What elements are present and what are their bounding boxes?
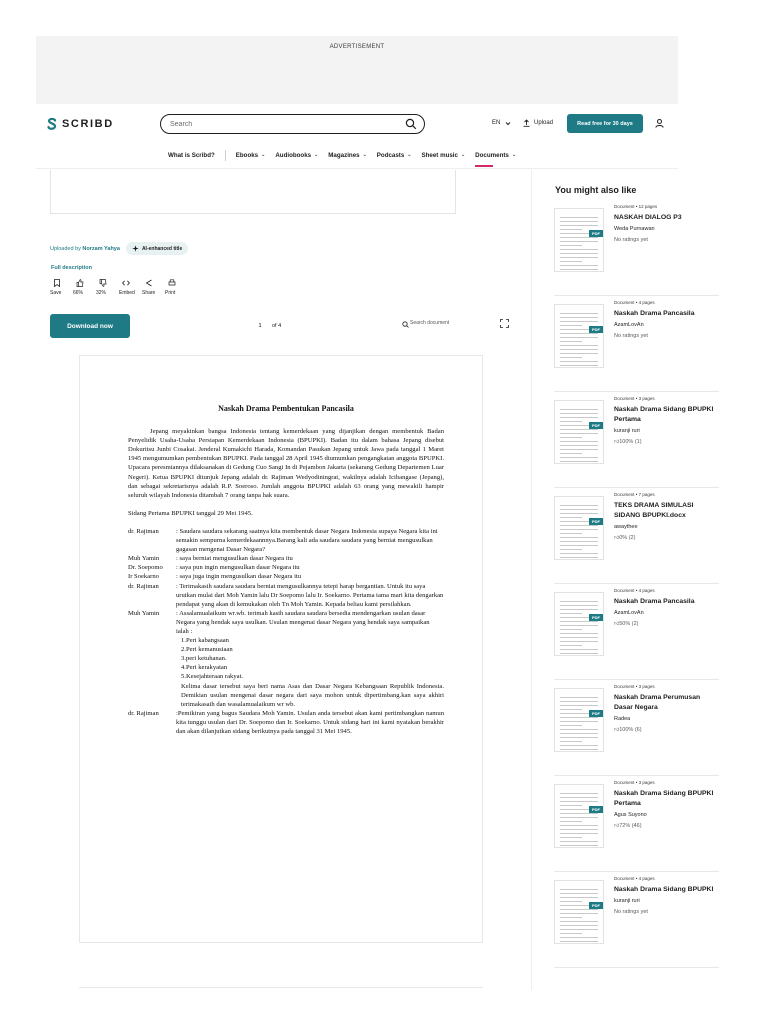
document-page: [79, 355, 483, 943]
thumbnail-text-line: [560, 629, 582, 630]
list-item: 5.Kesejahteraan rakyat.: [181, 673, 244, 681]
thumbnail-text-line: [560, 529, 598, 530]
thumbs-down-button[interactable]: [96, 279, 119, 296]
thumbnail-text-line: [560, 253, 598, 254]
thumbnail-text-line: [560, 345, 598, 346]
thumbnail-text-line: [560, 725, 582, 726]
thumbnail-text-line: [560, 221, 598, 222]
thumbnail-text-line: [560, 837, 582, 838]
document-title-block: [614, 501, 718, 543]
list-item: 1.Peri kabangsaan: [181, 637, 229, 645]
document-rating: [614, 235, 718, 245]
dialogue-text: : Saudara saudara sekarang saatnya kita membentuk dasar Negara Indonesia supaya Negara kita ini semakin sempurna kemerdekaannnya.Barang kali ada saudara saudara yang berniat mengusulkan gagasan mengenai Dasar Negara?: [176, 527, 438, 554]
document-meta: Document • 7 pages: [614, 492, 655, 497]
thumbnail-text-line: [560, 697, 598, 698]
thumbnail-text-line: [560, 825, 598, 826]
thumbnail-text-line: [560, 237, 598, 238]
thumbnail-text-line: [560, 453, 582, 454]
thumbs-up-icon: 👍︎: [614, 535, 620, 541]
document-content: [128, 404, 444, 736]
thumbnail-text-line: [560, 417, 598, 418]
dialogue-text: [176, 609, 444, 709]
dialogue-text: : saya pun ingin mengusulkan dasar Negara itu: [176, 564, 300, 572]
action-label: Share: [142, 290, 156, 296]
thumbnail-text-line: [560, 901, 582, 902]
thumbnail-text-line: [560, 745, 598, 746]
thumbnail-text-line: [560, 801, 598, 802]
nav-magazines[interactable]: [328, 152, 367, 159]
thumbnail-text-line: [560, 449, 598, 450]
thumbs-up-button[interactable]: [73, 279, 96, 296]
advertisement-label: ADVERTISEMENT: [329, 44, 385, 50]
document-rating: [614, 907, 718, 917]
dialogue-line: [128, 554, 444, 563]
document-title-block: [614, 213, 718, 245]
thumbnail-text-line: [560, 909, 598, 910]
main-nav: [168, 148, 526, 162]
language-label: EN: [492, 120, 501, 126]
thumbnail-text-line: [560, 317, 598, 318]
nav-label: Audiobooks: [275, 151, 312, 159]
thumbnail-text-line: [560, 269, 598, 270]
dialogue-line: [128, 609, 444, 709]
pdf-badge: PDF: [589, 422, 603, 429]
nav-label: Documents: [475, 151, 509, 159]
thumbnail-text-line: [560, 625, 598, 626]
logo-text: SCRIBD: [62, 118, 114, 130]
thumbnail-text-line: [560, 241, 598, 242]
thumbnail-text-line: [560, 637, 598, 638]
thumbnail-text-line: [560, 609, 598, 610]
thumbnail-text-line: [560, 893, 598, 894]
thumbnail-text-line: [560, 557, 598, 558]
code-icon: [122, 279, 130, 287]
thumbnail-text-line: [560, 509, 598, 510]
recommendation-card[interactable]: [554, 298, 719, 392]
dialogue-text-body: : Assalamualaikum wr.wb. terimah kasih saudara saudara bersedia mendengarkan usulan dasar Negara yang hendak saya usulkan. Usulan mengenai dasar Negara yang hendak saya sampaikan ialah :: [176, 609, 430, 635]
rating-value: No ratings yet: [614, 237, 648, 243]
document-search-input[interactable]: [410, 320, 490, 326]
sidebar-title: You might also like: [555, 185, 637, 195]
speaker: Ir Soekarno: [128, 573, 159, 581]
document-author[interactable]: kuranji ruri: [614, 428, 640, 434]
recommendation-card[interactable]: [554, 394, 719, 488]
rating-value: 100% (6): [619, 727, 642, 733]
thumbs-up-icon: 👍︎: [614, 621, 620, 627]
thumbnail-text-line: [560, 265, 598, 266]
thumbnail-text-line: [560, 749, 598, 750]
upload-link[interactable]: [523, 119, 553, 127]
thumbnail-text-line: [560, 841, 598, 842]
nav-podcasts[interactable]: [377, 152, 412, 159]
thumbs-up-icon: 👍︎: [614, 439, 620, 445]
page-total: of 4: [272, 323, 282, 329]
rating-value: 0% (2): [619, 535, 636, 541]
dialogue-line: [128, 563, 444, 572]
thumbnail-text-line: [560, 461, 598, 462]
nav-divider-line: [36, 168, 678, 169]
thumbnail-text-line: [560, 709, 582, 710]
page-navigator: [253, 321, 281, 331]
list-item: 2.Peri kemanusiaan: [181, 646, 233, 654]
document-title-block: [614, 597, 718, 629]
save-button[interactable]: [50, 279, 73, 296]
thumbnail-text-line: [560, 353, 598, 354]
nav-label: Ebooks: [235, 151, 259, 159]
page-number-input[interactable]: [253, 321, 267, 331]
document-rating: [614, 821, 718, 831]
thumbnail-text-line: [560, 845, 598, 846]
document-search[interactable]: [402, 319, 494, 331]
thumbnail-text-line: [560, 229, 582, 230]
print-icon: [168, 279, 176, 287]
pdf-badge: PDF: [589, 230, 603, 237]
user-icon[interactable]: [654, 118, 665, 129]
thumbnail-text-line: [560, 641, 598, 642]
recommendation-title[interactable]: NASKAH DIALOG P3: [614, 214, 682, 221]
thumbnail-text-line: [560, 525, 598, 526]
nav-label: Podcasts: [376, 151, 405, 159]
recommendation-card[interactable]: [554, 202, 719, 296]
document-thumbnail: [554, 304, 604, 368]
upload-label: Upload: [534, 120, 554, 126]
nav-what-is-scribd[interactable]: [168, 152, 215, 159]
document-title-block: [614, 789, 718, 831]
document-title: Naskah Drama Pembentukan Pancasila: [218, 404, 354, 413]
print-button[interactable]: [165, 279, 188, 296]
thumbnail-text-line: [560, 921, 598, 922]
document-rating: [614, 725, 718, 735]
document-meta: Document • 12 pages: [614, 204, 658, 209]
thumbnail-text-line: [560, 313, 598, 314]
document-meta: Document • 4 pages: [614, 588, 655, 593]
thumbnail-text-line: [560, 737, 598, 738]
document-author[interactable]: kuranji ruri: [614, 898, 640, 904]
pdf-badge: PDF: [589, 518, 603, 525]
thumbnail-text-line: [560, 813, 598, 814]
share-button[interactable]: [142, 279, 165, 296]
thumbs-up-icon: 👍︎: [614, 823, 620, 829]
pdf-badge: PDF: [589, 326, 603, 333]
download-now-button[interactable]: Download now: [50, 314, 130, 338]
document-title-block: [614, 405, 718, 447]
share-icon: [145, 279, 153, 287]
thumbnail-text-line: [560, 925, 598, 926]
document-thumbnail: [554, 208, 604, 272]
thumbnail-text-line: [560, 793, 598, 794]
thumbnail-text-line: [560, 645, 582, 646]
dialogue-line: [128, 582, 444, 609]
thumbnail-text-line: [560, 553, 598, 554]
bookmark-icon: [53, 279, 61, 287]
document-thumbnail: [554, 688, 604, 752]
nav-label: Sheet music: [421, 151, 458, 159]
thumbnail-text-line: [560, 225, 598, 226]
action-label: Print: [165, 290, 176, 296]
thumbnail-text-line: [560, 533, 582, 534]
document-description-box: [50, 170, 456, 214]
document-meta: Document • 3 pages: [614, 396, 655, 401]
document-meta: Document • 3 pages: [614, 780, 655, 785]
thumbnail-text-line: [560, 541, 598, 542]
thumbnail-text-line: [560, 437, 582, 438]
fullscreen-icon[interactable]: [500, 319, 509, 328]
dialogue-line: [128, 527, 444, 554]
thumbnail-text-line: [560, 941, 598, 942]
action-label: Save: [50, 290, 62, 296]
thumbnail-text-line: [560, 889, 598, 890]
nav-audiobooks[interactable]: [275, 152, 318, 159]
read-free-button[interactable]: Read free for 30 days: [567, 114, 643, 133]
page-bottom-divider: [79, 987, 483, 988]
thumbnail-text-line: [560, 601, 598, 602]
dialogue-line: [128, 572, 444, 581]
thumbnail-text-line: [560, 517, 582, 518]
chevron-down-icon: ⌄: [314, 152, 319, 158]
dialogue-text: : Terimakasih saudara saudara berniat mengusulkannya tetepi harap bergantian. Untuk itu saya urutkan mulai dari Moh Yamin lalu Dr Soepomo lalu Ir. Soekarno. Pertama tama mari kita dengarkan pendapat yang akan di kemukakan oleh Tn Moh Yamin. Kepada beliau kami persilahkan.: [176, 582, 444, 608]
recommendation-card[interactable]: [554, 586, 719, 680]
uploaded-by-label: Uploaded by: [50, 245, 81, 252]
speaker: Muh Yamin: [128, 555, 160, 563]
thumbnail-text-line: [560, 321, 598, 322]
recommendation-title[interactable]: Naskah Drama Perumusan Dasar Negara: [614, 694, 701, 711]
speaker: dr. Rajiman: [128, 527, 159, 535]
thumbnail-text-line: [560, 429, 598, 430]
thumbnail-text-line: [560, 653, 598, 654]
action-label: 32%: [96, 290, 107, 296]
thumbnail-text-line: [560, 633, 598, 634]
thumbnail-text-line: [560, 505, 598, 506]
dialogue-text: : saya berniat mengusulkan dasar Negara itu: [176, 555, 293, 563]
recommendation-card[interactable]: [554, 778, 719, 872]
ai-enhanced-chip[interactable]: [126, 242, 188, 255]
document-thumbnail: [554, 496, 604, 560]
thumbnail-text-line: [560, 349, 598, 350]
recommendation-title[interactable]: Naskah Drama Sidang BPUPKI Pertama: [614, 790, 714, 807]
thumbnail-text-line: [560, 705, 598, 706]
thumbnail-text-line: [560, 333, 598, 334]
document-rating: [614, 619, 718, 629]
thumbnail-text-line: [560, 621, 598, 622]
nav-label: What is Scribd?: [168, 151, 215, 159]
search-icon[interactable]: [405, 118, 417, 130]
chevron-down-icon: ⌄: [362, 152, 367, 158]
document-title-block: [614, 885, 718, 917]
advertisement-area: [36, 36, 678, 104]
thumbnail-text-line: [560, 217, 598, 218]
thumbnail-text-line: [560, 549, 582, 550]
document-thumbnail: [554, 880, 604, 944]
pdf-badge: PDF: [589, 902, 603, 909]
thumbnail-text-line: [560, 245, 582, 246]
thumbnail-text-line: [560, 733, 598, 734]
document-actions: [50, 279, 188, 296]
thumbs-up-icon: 👍︎: [614, 727, 620, 733]
thumbnail-text-line: [560, 605, 598, 606]
rating-value: 100% (1): [619, 439, 642, 445]
document-thumbnail: [554, 400, 604, 464]
document-rating: [614, 437, 718, 447]
dialogue-text: :Pemikiran yang bagus Saudara Moh Yamin. Usulan anda tersebut akan kami pertimbangkan namun kita tunggu usulan dari Dr. Soepomo dan Ir. Soekarno. Untuk sidang hari ini kami nyatakan berakhir dan akan dilanjutkan sidang berikutnya pada tanggal 31 Mei 1945.: [176, 709, 444, 735]
chevron-down-icon: ⌄: [407, 152, 412, 158]
nav-divider: [225, 150, 226, 161]
thumbnail-text-line: [560, 445, 598, 446]
recommendation-title[interactable]: Naskah Drama Pancasila: [614, 310, 695, 317]
speaker: dr. Rajiman: [128, 709, 159, 717]
list-item: 3.peri ketuhanan.: [181, 655, 227, 663]
thumbnail-text-line: [560, 721, 598, 722]
thumbnail-text-line: [560, 365, 598, 366]
uploader-name-link[interactable]: Norzam Yahya: [82, 245, 120, 252]
recommendation-title[interactable]: Naskah Drama Pancasila: [614, 598, 695, 605]
thumbnail-text-line: [560, 341, 582, 342]
dialogue-line: [128, 709, 444, 736]
thumbs-up-icon: [76, 279, 84, 287]
thumbnail-text-line: [560, 513, 598, 514]
nav-ebooks[interactable]: [236, 152, 266, 159]
thumbnail-text-line: [560, 933, 582, 934]
scribd-logo-icon: [46, 117, 58, 131]
thumbnail-text-line: [560, 897, 598, 898]
site-search[interactable]: [160, 114, 425, 134]
thumbnail-text-line: [560, 797, 598, 798]
thumbnail-text-line: [560, 729, 598, 730]
sparkle-icon: [132, 245, 139, 252]
rating-value: 50% (2): [619, 621, 639, 627]
dialogue-text: : saya juga ingin mengusulkan dasar Negara itu: [176, 573, 302, 581]
recommendation-title[interactable]: Naskah Drama Sidang BPUPKI: [614, 886, 714, 893]
document-author[interactable]: Radea: [614, 716, 631, 722]
document-thumbnail: [554, 784, 604, 848]
thumbnail-text-line: [560, 357, 582, 358]
thumbnail-text-line: [560, 249, 598, 250]
chevron-down-icon: ⌄: [460, 152, 466, 158]
pdf-badge: PDF: [589, 614, 603, 621]
thumbnail-text-line: [560, 805, 582, 806]
pdf-badge: PDF: [589, 710, 603, 717]
thumbnail-text-line: [560, 261, 582, 262]
site-header: [36, 108, 678, 142]
document-meta: Document • 4 pages: [614, 876, 655, 881]
thumbnail-text-line: [560, 821, 582, 822]
document-author[interactable]: awaythee: [614, 524, 638, 530]
pdf-badge: PDF: [589, 806, 603, 813]
document-thumbnail: [554, 592, 604, 656]
thumbnail-text-line: [560, 613, 582, 614]
document-author[interactable]: AzamLovAn: [614, 322, 644, 328]
search-icon: [402, 321, 409, 328]
action-label: Embed: [119, 290, 135, 296]
thumbnail-text-line: [560, 649, 598, 650]
document-rating: [614, 533, 718, 543]
document-author[interactable]: Weda Purnawan: [614, 226, 655, 232]
thumbnail-text-line: [560, 833, 598, 834]
thumbnail-text-line: [560, 325, 582, 326]
thumbnail-text-line: [560, 717, 598, 718]
dialogue-closing: Kelima dasar tersebut saya beri nama Asas dan Dasar Negara Kebangsaan Republik Indonesia. Demikian usulan mengenai dasar negara dari saya mohon untuk dipertimbang.kan saya akhiri terimakasaih dan wasalamualaikum wr wb.: [181, 682, 444, 708]
rating-value: No ratings yet: [614, 909, 648, 915]
language-selector[interactable]: [492, 120, 511, 126]
speaker: dr. Rajiman: [128, 582, 159, 590]
thumbs-down-icon: [99, 279, 107, 287]
full-description-link[interactable]: Full description: [51, 265, 92, 271]
speaker: Muh Yamin: [128, 609, 160, 617]
thumbnail-text-line: [560, 441, 598, 442]
thumbnail-text-line: [560, 421, 582, 422]
uploader-info: [50, 242, 188, 255]
session-heading: Sidang Pertama BPUPKI tanggal 29 Mei 1945.: [128, 509, 253, 517]
speaker: Dr. Soepomo: [128, 564, 163, 572]
document-author[interactable]: Agus Suyono: [614, 812, 647, 818]
chevron-down-icon: [505, 121, 511, 126]
sidebar-divider: [531, 170, 532, 990]
document-title-block: [614, 693, 718, 735]
scribd-logo[interactable]: [46, 115, 114, 133]
rating-value: No ratings yet: [614, 333, 648, 339]
action-label: 66%: [73, 290, 84, 296]
rating-value: 72% (46): [619, 823, 642, 829]
thumbnail-text-line: [560, 413, 598, 414]
chevron-down-icon: ⌄: [511, 152, 517, 158]
thumbnail-text-line: [560, 829, 598, 830]
thumbnail-text-line: [560, 257, 598, 258]
thumbnail-text-line: [560, 917, 582, 918]
recommendation-card[interactable]: [554, 682, 719, 776]
document-meta: Document • 3 pages: [614, 684, 655, 689]
thumbnail-text-line: [560, 817, 598, 818]
document-author[interactable]: AzamLovAn: [614, 610, 644, 616]
list-item: 4.Peri kerakyatan: [181, 664, 228, 672]
thumbnail-text-line: [560, 913, 598, 914]
chevron-down-icon: ⌄: [261, 152, 266, 158]
embed-button[interactable]: [119, 279, 142, 296]
thumbnail-text-line: [560, 409, 598, 410]
thumbnail-text-line: [560, 937, 598, 938]
recommendation-card[interactable]: [554, 874, 719, 968]
upload-icon: [523, 119, 530, 127]
nav-sheet-music[interactable]: [422, 152, 466, 159]
document-intro: Jepang meyakinkan bangsa Indonesia tentang kemerdekaan yang dijanjikan dengan membentuk Badan Penyelidik Usaha-Usaha Persiapan Kemerdekaan Indonesia (BPUPKI). Badan itu dalam bahasa Jepang disebut Dokuritsu Junbi Cosakai. Jenderal Kumakichi Harada, Komandan Pasukan Jepang untuk Jawa pada tanggal 1 Maret 1945 mengumumkan pembentukan BPUPKI. Pada tanggal 28 April 1945 diumumkan pengangkatan anggota BPUPKI. Upacara peresmiannya dilaksanakan di Gedung Cuo Sangi In di Pejambon Jakarta (sekarang Gedung Departemen Luar Negeri). Ketua BPUPKI ditunjuk Jepang adalah dr. Rajiman Wedyodiningrat, wakilnya adalah Icibangase (Jepang), dan sebagai sekretarisnya adalah R.P. Soeroso. Jumlah anggota BPUPKI adalah 63 orang yang mewakili hampir seluruh wilayah Indonesia ditambah 7 orang tanpa hak suara.: [128, 428, 444, 499]
nav-label: Magazines: [328, 151, 360, 159]
thumbnail-text-line: [560, 537, 598, 538]
recommendation-card[interactable]: [554, 490, 719, 584]
ai-chip-label: AI-enhanced title: [141, 245, 183, 252]
thumbnail-text-line: [560, 457, 598, 458]
recommendation-title[interactable]: Naskah Drama Sidang BPUPKI Pertama: [614, 406, 714, 423]
thumbnail-text-line: [560, 361, 598, 362]
thumbnail-text-line: [560, 741, 582, 742]
document-rating: [614, 331, 718, 341]
recommendation-title[interactable]: TEKS DRAMA SIMULASI SIDANG BPUPKI.docx: [614, 502, 694, 519]
search-input[interactable]: [170, 119, 390, 130]
thumbnail-text-line: [560, 337, 598, 338]
thumbnail-text-line: [560, 433, 598, 434]
nav-documents[interactable]: [475, 152, 516, 159]
thumbnail-text-line: [560, 929, 598, 930]
thumbnail-text-line: [560, 701, 598, 702]
document-meta: Document • 4 pages: [614, 300, 655, 305]
document-title-block: [614, 309, 718, 341]
thumbnail-text-line: [560, 545, 598, 546]
